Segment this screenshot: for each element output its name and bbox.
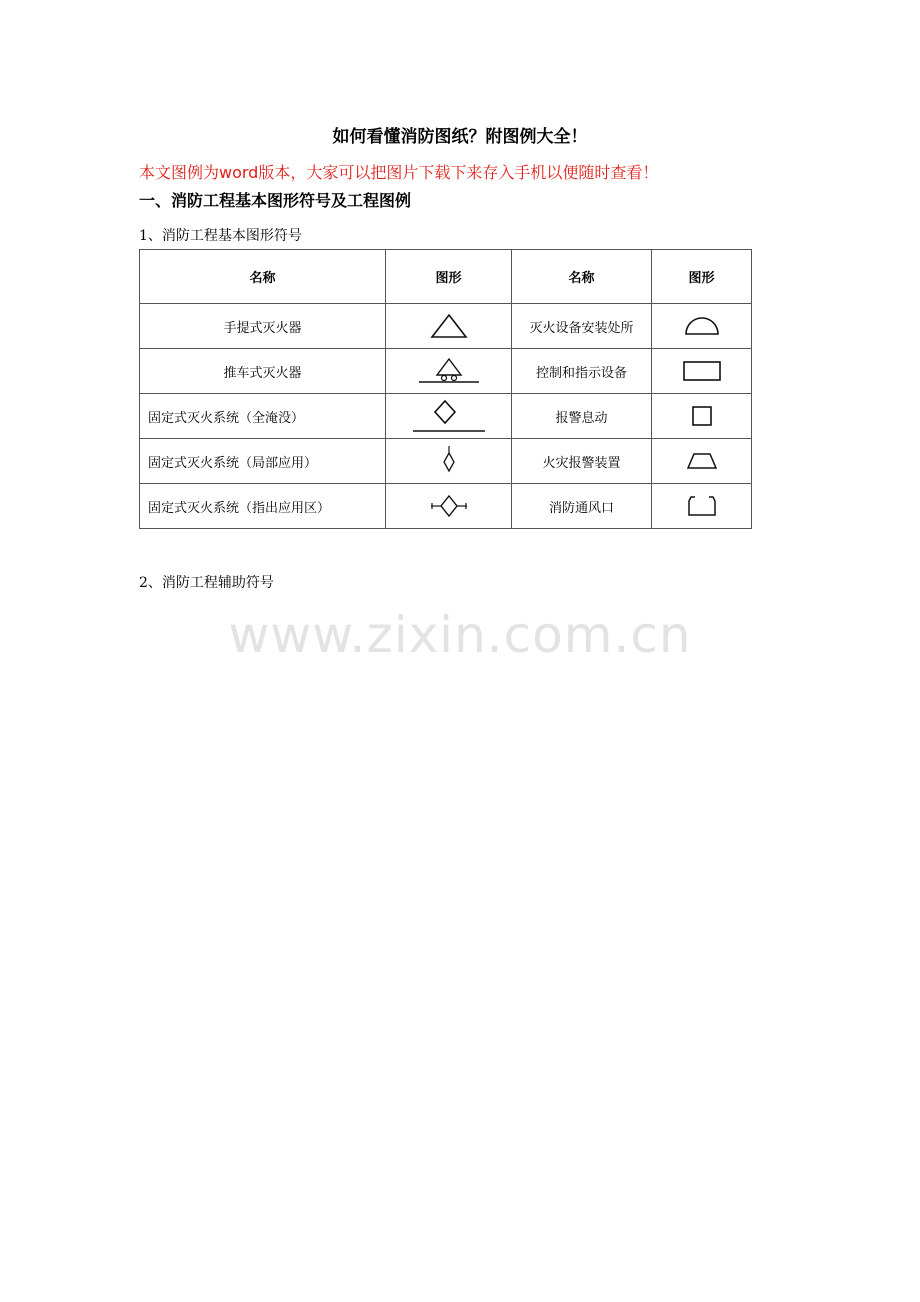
header-name-left: 名称 [140, 250, 386, 304]
section-heading: 一、消防工程基本图形符号及工程图例 [139, 191, 412, 210]
small-diamond-icon [439, 445, 459, 477]
semicircle-icon [682, 314, 722, 338]
cell-name: 固定式灭火系统（局部应用） [140, 439, 386, 484]
cell-symbol [386, 484, 512, 529]
header-shape-left: 图形 [386, 250, 512, 304]
cell-symbol [652, 394, 752, 439]
header-shape-right: 图形 [652, 250, 752, 304]
wheeled-triangle-icon [417, 355, 481, 387]
rectangle-icon [681, 359, 723, 383]
cell-name: 报警息动 [512, 394, 652, 439]
table-row [140, 484, 752, 529]
cell-symbol [652, 439, 752, 484]
table-header-row [140, 250, 752, 304]
cell-name: 控制和指示设备 [512, 349, 652, 394]
table-row [140, 394, 752, 439]
diamond-arrows-icon [429, 492, 469, 520]
trapezoid-icon [685, 450, 719, 472]
cell-name: 固定式灭火系统（全淹没） [140, 394, 386, 439]
cell-name: 推车式灭火器 [140, 349, 386, 394]
cell-name: 消防通风口 [512, 484, 652, 529]
table-row [140, 304, 752, 349]
symbol-legend-table [139, 249, 752, 529]
cell-symbol [652, 484, 752, 529]
subheading-auxiliary-symbols: 2、消防工程辅助符号 [139, 575, 274, 591]
watermark-text: www.zixin.com.cn [228, 606, 692, 664]
cell-symbol [386, 304, 512, 349]
cell-name: 灭火设备安装处所 [512, 304, 652, 349]
table-row [140, 349, 752, 394]
cell-symbol [652, 349, 752, 394]
cell-symbol [386, 394, 512, 439]
square-icon [690, 404, 714, 428]
document-title: 如何看懂消防图纸？附图例大全！ [332, 127, 588, 147]
cell-name: 固定式灭火系统（指出应用区） [140, 484, 386, 529]
cell-symbol [386, 439, 512, 484]
cell-name: 火灾报警装置 [512, 439, 652, 484]
header-name-right: 名称 [512, 250, 652, 304]
cell-symbol [386, 349, 512, 394]
red-note-text: 本文图例为word版本，大家可以把图片下载下来存入手机以便随时查看！ [139, 163, 659, 182]
subheading-basic-symbols: 1、消防工程基本图形符号 [139, 228, 302, 244]
cell-name: 手提式灭火器 [140, 304, 386, 349]
triangle-icon [429, 312, 469, 340]
vent-icon [685, 493, 719, 519]
cell-symbol [652, 304, 752, 349]
diamond-with-line-icon [411, 397, 487, 435]
table-row [140, 439, 752, 484]
